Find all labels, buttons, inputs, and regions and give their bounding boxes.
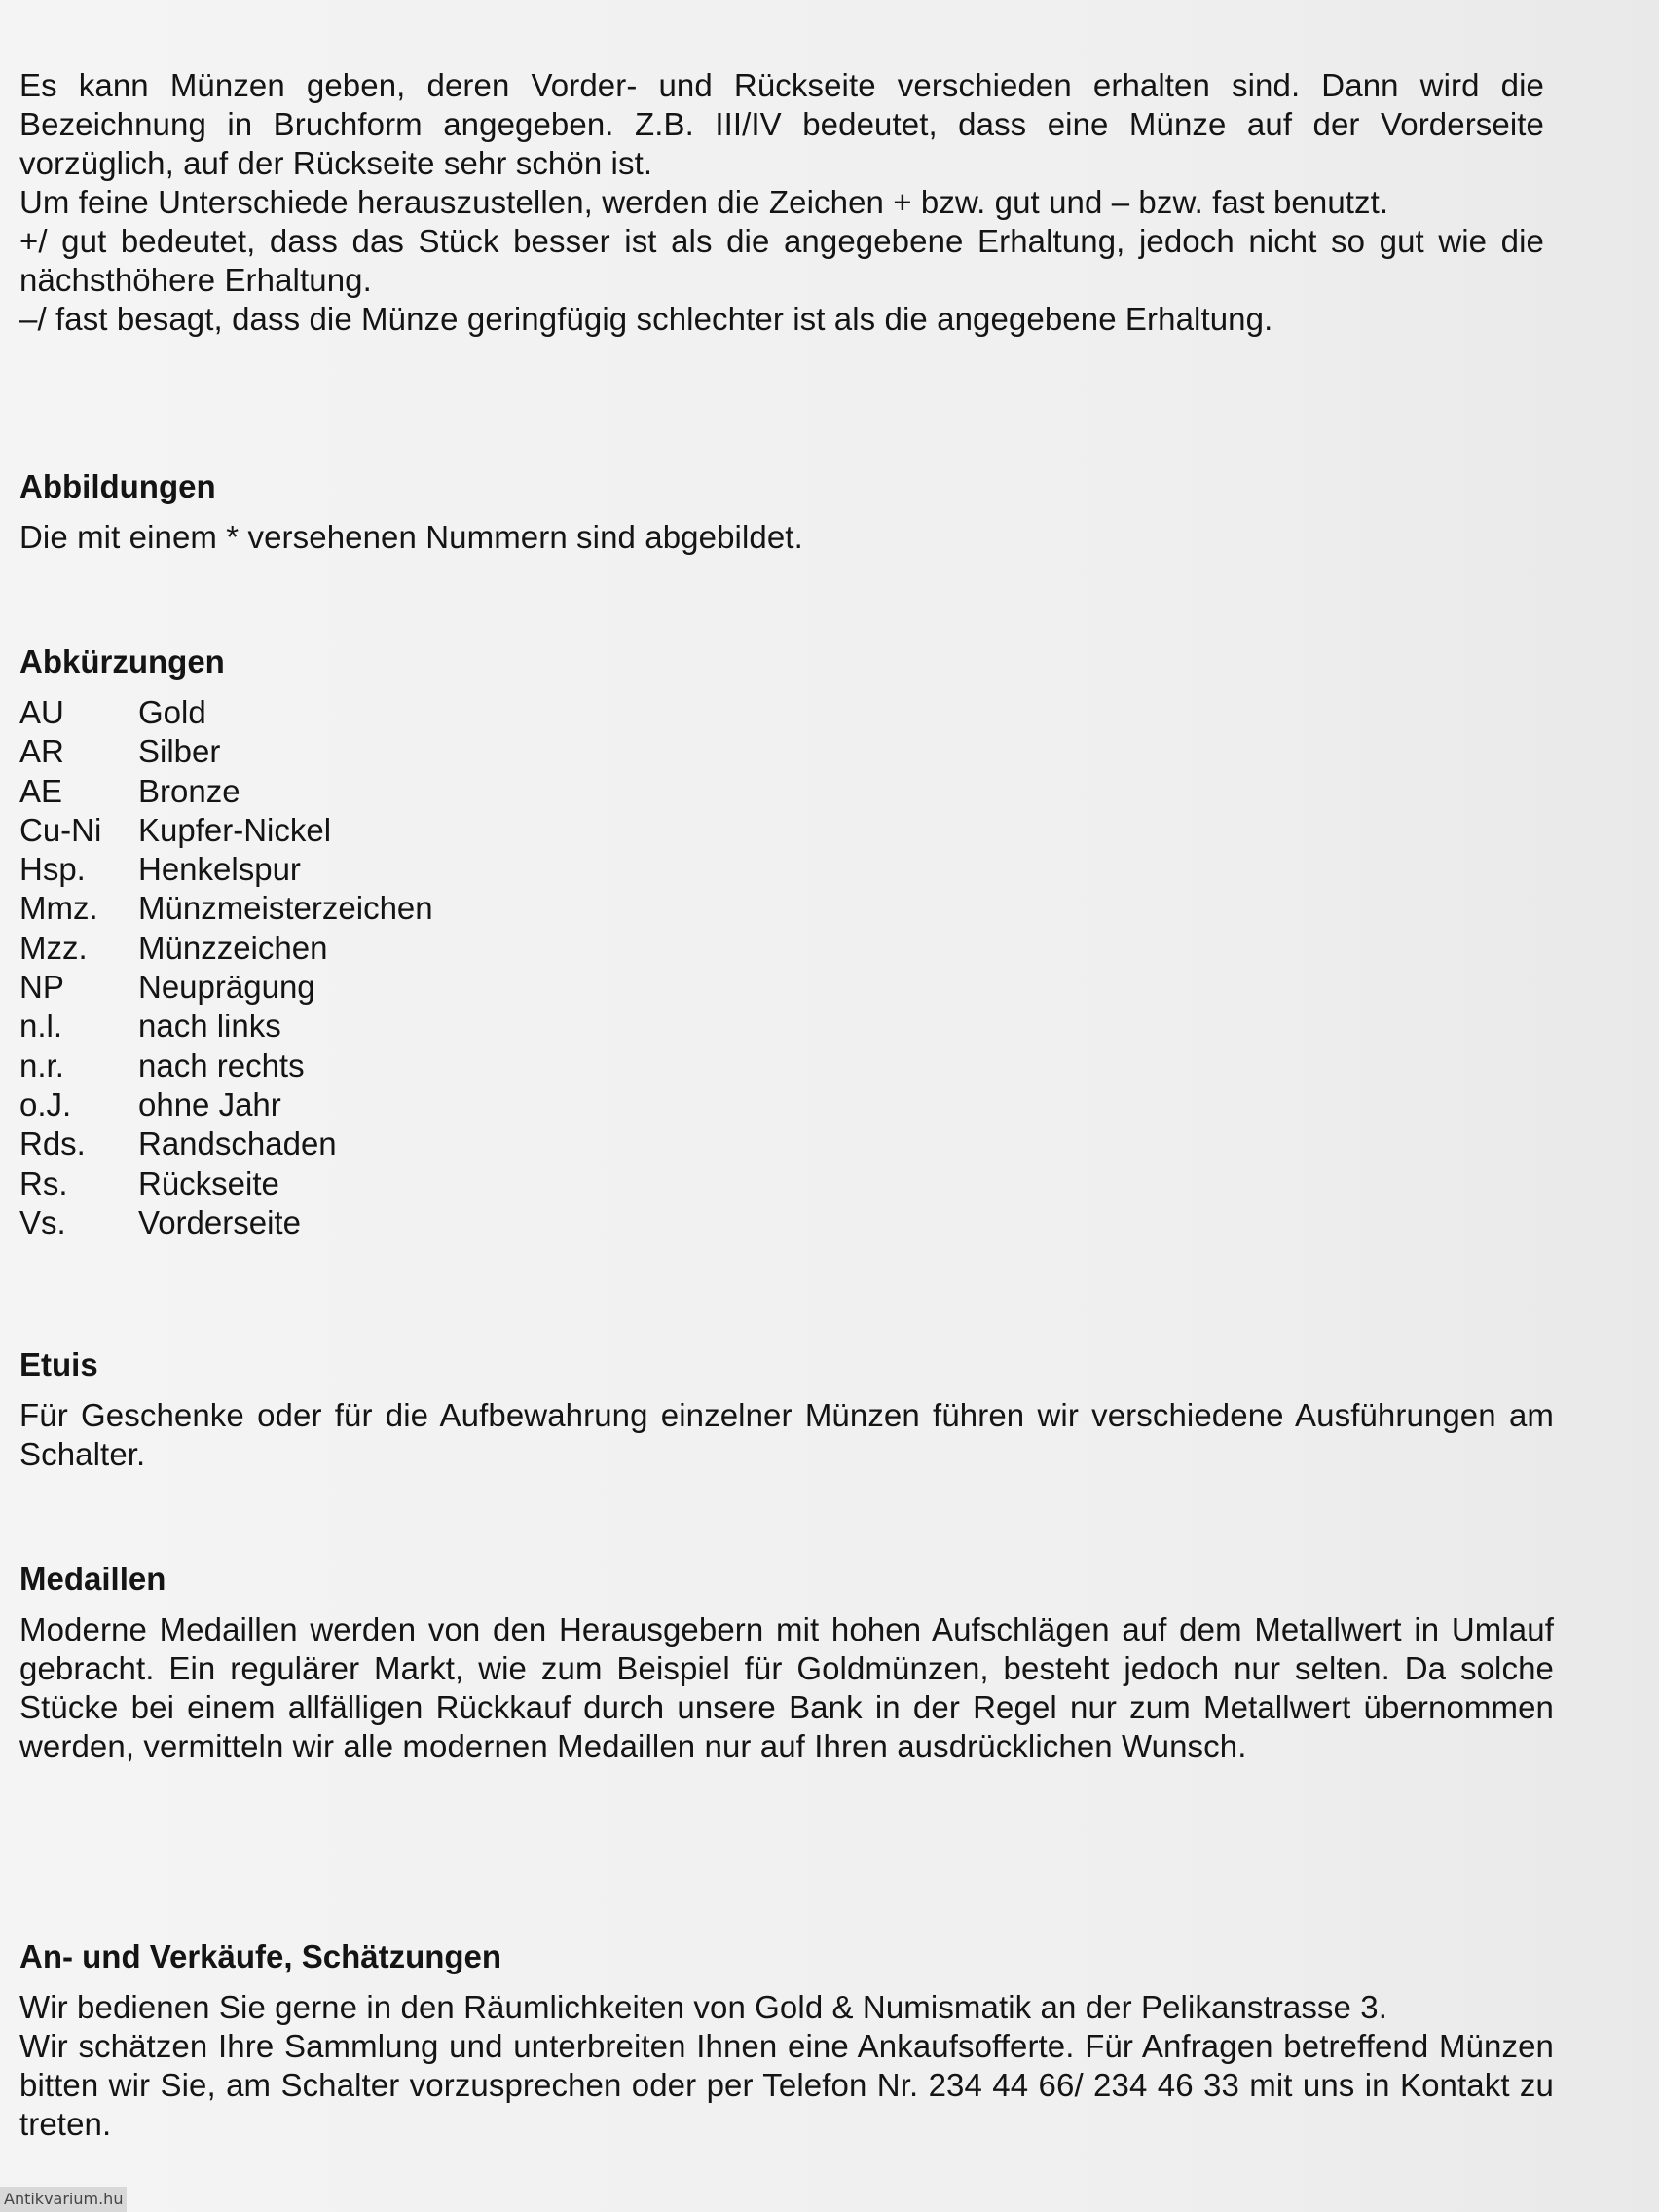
abbreviation-code: Mzz. xyxy=(19,929,88,966)
abbreviation-row xyxy=(19,850,1554,889)
abbreviation-row xyxy=(19,772,1554,811)
abbreviation-meaning: Kupfer-Nickel xyxy=(138,811,332,848)
intro-paragraph-3: +/ gut bedeutet, dass das Stück besser ist als die angegebene Erhaltung, jedoch nicht so gut wie die nächsthöhere Erhaltung. xyxy=(19,223,1544,298)
abbreviation-row xyxy=(19,1203,1554,1242)
abbreviation-row xyxy=(19,1124,1554,1163)
abbreviation-row xyxy=(19,1164,1554,1203)
intro-section xyxy=(19,66,1554,339)
ankauf-text-line1: Wir bedienen Sie gerne in den Räumlichkeiten von Gold & Numismatik an der Pelikanstrasse 3. xyxy=(19,1989,1387,2025)
abbreviation-code: Hsp. xyxy=(19,851,86,888)
abbreviation-code: AU xyxy=(19,694,64,730)
abbreviation-meaning: Münzzeichen xyxy=(138,929,328,966)
abbreviation-meaning: Rückseite xyxy=(138,1164,279,1201)
abbreviation-code: AE xyxy=(19,772,63,809)
etuis-heading: Etuis xyxy=(19,1346,98,1382)
abbreviation-list xyxy=(19,693,1554,1242)
abbreviation-code: o.J. xyxy=(19,1086,72,1123)
abbreviation-meaning: Gold xyxy=(138,694,206,730)
abbreviation-row xyxy=(19,889,1554,928)
abbreviation-row xyxy=(19,929,1554,968)
ankauf-section xyxy=(19,1937,1554,2144)
abbreviation-meaning: Neuprägung xyxy=(138,969,315,1006)
abbreviation-row xyxy=(19,732,1554,771)
ankauf-heading: An- und Verkäufe, Schätzungen xyxy=(19,1938,502,1974)
abbreviation-meaning: Münzmeisterzeichen xyxy=(138,890,433,927)
abbreviation-meaning: Bronze xyxy=(138,772,240,809)
watermark: Antikvarium.hu xyxy=(0,2187,127,2212)
abbreviation-meaning: nach rechts xyxy=(138,1047,305,1084)
abbreviation-code: Rs. xyxy=(19,1164,68,1201)
abbreviation-meaning: Henkelspur xyxy=(138,851,301,888)
abbreviation-row xyxy=(19,968,1554,1007)
abbreviation-code: n.r. xyxy=(19,1047,64,1084)
abbreviation-meaning: Silber xyxy=(138,733,221,770)
abbreviation-code: Cu-Ni xyxy=(19,811,102,848)
intro-paragraph-2: Um feine Unterschiede herauszustellen, werden die Zeichen + bzw. gut und – bzw. fast benutzt. xyxy=(19,184,1389,220)
intro-paragraph-4: –/ fast besagt, dass die Münze geringfügig schlechter ist als die angegebene Erhaltung. xyxy=(19,301,1273,337)
abbreviation-meaning: ohne Jahr xyxy=(138,1086,281,1123)
abbreviation-meaning: nach links xyxy=(138,1008,281,1045)
abkuerzungen-section xyxy=(19,643,1554,1242)
abbreviation-row xyxy=(19,1047,1554,1086)
intro-paragraph-1: Es kann Münzen geben, deren Vorder- und Rückseite verschieden erhalten sind. Dann wird die Bezeichnung in Bruchform angegeben. Z.B. III/IV bedeutet, dass eine Münze auf der Vorderseite vorzüglich, auf der Rückseite sehr schön ist. xyxy=(19,67,1544,181)
abbreviation-row xyxy=(19,1086,1554,1124)
abbreviation-row xyxy=(19,693,1554,732)
abbildungen-heading: Abbildungen xyxy=(19,468,216,504)
abkuerzungen-heading: Abkürzungen xyxy=(19,644,225,680)
abbreviation-code: Vs. xyxy=(19,1203,66,1240)
etuis-section xyxy=(19,1346,1554,1474)
abbreviation-code: NP xyxy=(19,969,64,1006)
abbreviation-row xyxy=(19,1007,1554,1046)
abbreviation-row xyxy=(19,811,1554,850)
medaillen-section xyxy=(19,1560,1554,1766)
abbildungen-section xyxy=(19,467,1554,557)
abbreviation-meaning: Vorderseite xyxy=(138,1203,301,1240)
etuis-text: Für Geschenke oder für die Aufbewahrung einzelner Münzen führen wir verschiedene Ausführungen am Schalter. xyxy=(19,1397,1554,1472)
abbreviation-code: Rds. xyxy=(19,1125,86,1162)
abbreviation-meaning: Randschaden xyxy=(138,1125,337,1162)
abbreviation-code: AR xyxy=(19,733,64,770)
medaillen-heading: Medaillen xyxy=(19,1561,166,1597)
ankauf-text-line2: Wir schätzen Ihre Sammlung und unterbreiten Ihnen eine Ankaufsofferte. Für Anfragen betreffend Münzen bitten wir Sie, am Schalter vorzusprechen oder per Telefon Nr. 234 44 66/ 234 46 33 mit uns in Kontakt zu treten. xyxy=(19,2028,1554,2142)
medaillen-text: Moderne Medaillen werden von den Herausgebern mit hohen Aufschlägen auf dem Metallwert in Umlauf gebracht. Ein regulärer Markt, wie zum Beispiel für Goldmünzen, besteht jedoch nur selten. Da solche Stücke bei einem allfälligen Rückkauf durch unsere Bank in der Regel nur zum Metallwert übernommen werden, vermitteln wir alle modernen Medaillen nur auf Ihren ausdrücklichen Wunsch. xyxy=(19,1611,1554,1764)
abbreviation-code: n.l. xyxy=(19,1008,63,1045)
abbildungen-text: Die mit einem * versehenen Nummern sind abgebildet. xyxy=(19,519,803,555)
abbreviation-code: Mmz. xyxy=(19,890,98,927)
